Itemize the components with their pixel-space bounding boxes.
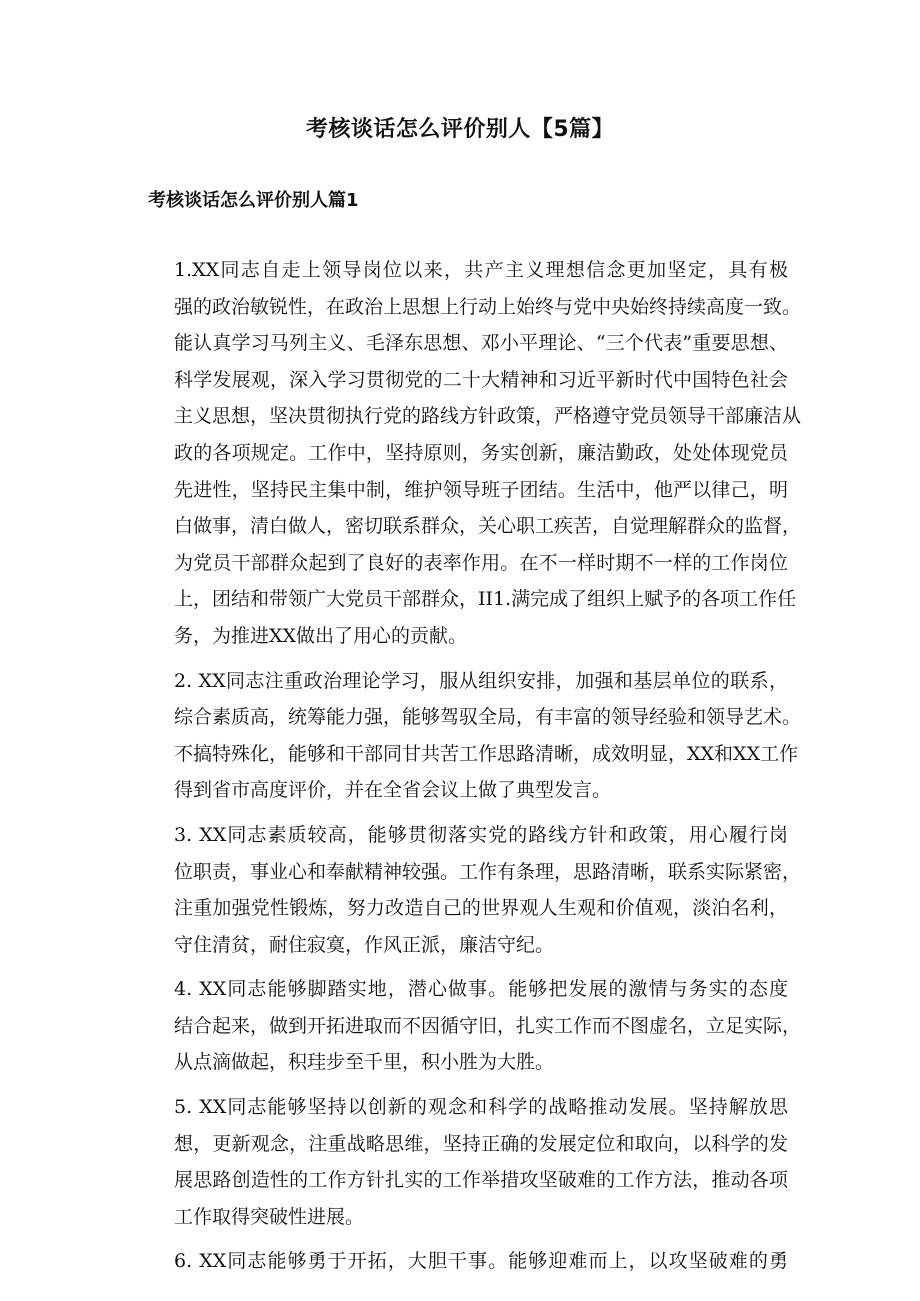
paragraph-line: 科学发展观，深入学习贯彻党的二十大精神和习近平新时代中国特色社会 bbox=[174, 368, 788, 391]
paragraph-line: 5. XX同志能够坚持以创新的观念和科学的战略推动发展。坚持解放思 bbox=[174, 1096, 788, 1119]
paragraph bbox=[136, 817, 802, 963]
paragraph-line: 为党员干部群众起到了良好的表率作用。在不一样时期不一样的工作岗位 bbox=[174, 551, 788, 574]
paragraph-line: 3. XX同志素质较高，能够贯彻落实党的路线方针和政策，用心履行岗 bbox=[174, 823, 788, 846]
paragraph-line: 展思路创造性的工作方针扎实的工作举措攻坚破难的工作方法，推动各项 bbox=[174, 1169, 788, 1192]
paragraph bbox=[136, 663, 802, 809]
paragraph-line: 想，更新观念，注重战略思维，坚持正确的发展定位和取向，以科学的发 bbox=[174, 1132, 788, 1155]
document-title: 考核谈话怎么评价别人【5篇】 bbox=[305, 117, 615, 142]
paragraph-line: 政的各项规定。工作中，坚持原则，务实创新，廉洁勤政，处处体现党员 bbox=[174, 441, 788, 464]
document-body bbox=[136, 252, 802, 1288]
paragraph-line: 上，团结和带领广大党员干部群众，II1.满完成了组织上赋予的各项工作任 bbox=[174, 588, 797, 611]
paragraph-line: 工作取得突破性进展。 bbox=[174, 1205, 365, 1228]
paragraph bbox=[136, 252, 802, 655]
paragraph-line: 主义思想，坚决贯彻执行党的路线方针政策，严格遵守党员领导干部廉洁从 bbox=[174, 405, 802, 428]
paragraph-line: 强的政治敏锐性，在政治上思想上行动上始终与党中央始终持续高度一致。 bbox=[174, 295, 802, 318]
paragraph-line: 白做事，清白做人，密切联系群众，关心职工疾苦，自觉理解群众的监督， bbox=[174, 515, 802, 538]
paragraph-line: 先进性，坚持民主集中制，维护领导班子团结。生活中，他严以律己，明 bbox=[174, 478, 788, 501]
paragraph bbox=[136, 1243, 788, 1280]
paragraph-line: 4. XX同志能够脚踏实地，潜心做事。能够把发展的激情与务实的态度 bbox=[174, 978, 788, 1001]
paragraph-line: 1.XX同志自走上领导岗位以来，共产主义理想信念更加坚定，具有极 bbox=[174, 259, 788, 281]
paragraph bbox=[136, 1089, 788, 1235]
paragraph bbox=[136, 971, 802, 1081]
paragraph-line: 能认真学习马列主义、毛泽东思想、邓小平理论、“三个代表”重要思想、 bbox=[174, 332, 788, 355]
paragraph-line: 守住清贫，耐住寂寞，作风正派，廉洁守纪。 bbox=[174, 933, 555, 956]
paragraph-line: 位职责，事业心和奉献精神较强。工作有条理，思路清晰，联系实际紧密， bbox=[174, 860, 802, 883]
paragraph-line: 注重加强党性锻炼，努力改造自己的世界观人生观和价值观，淡泊名利， bbox=[174, 897, 788, 920]
paragraph-line: 不搞特殊化，能够和干部同甘共苦工作思路清晰，成效明显，XX和XX工作 bbox=[174, 742, 799, 765]
paragraph-line: 6. XX同志能够勇于开拓，大胆干事。能够迎难而上，以攻坚破难的勇 bbox=[174, 1250, 788, 1273]
paragraph-line: 从点滴做起，积珪步至千里，积小胜为大胜。 bbox=[174, 1051, 555, 1074]
paragraph-line: 综合素质高，统筹能力强，能够驾驭全局，有丰富的领导经验和领导艺术。 bbox=[174, 706, 802, 729]
paragraph-line: 得到省市高度评价，并在全省会议上做了典型发言。 bbox=[174, 779, 612, 802]
paragraph-line: 2. XX同志注重政治理论学习，服从组织安排，加强和基层单位的联系， bbox=[174, 669, 788, 692]
paragraph-line: 结合起来，做到开拓进取而不因循守旧，扎实工作而不图虚名，立足实际， bbox=[174, 1014, 802, 1037]
paragraph-line: 务，为推进XX做出了用心的贡献。 bbox=[174, 624, 468, 647]
section-heading: 考核谈话怎么评价别人篇1 bbox=[148, 190, 359, 211]
